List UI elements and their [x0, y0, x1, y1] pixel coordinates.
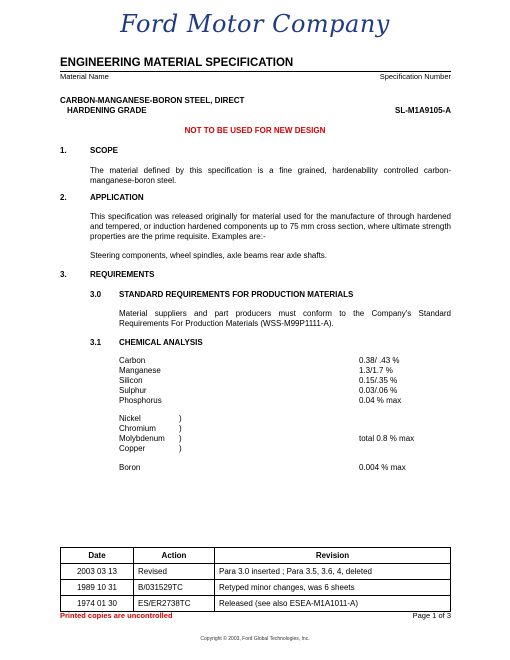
- element-name: Silicon: [119, 376, 143, 385]
- revision-date: 2003 03 13: [61, 564, 134, 580]
- spec-number: SL-M1A9105-A: [394, 106, 451, 115]
- revision-date: 1989 10 31: [61, 580, 134, 596]
- revision-action: B/031529TC: [134, 580, 215, 596]
- subsection-number-3-1: 3.1: [90, 338, 102, 347]
- application-examples: Steering components, wheel spindles, axle beams rear axle shafts.: [90, 251, 328, 260]
- section-number-requirements: 3.: [60, 270, 67, 279]
- material-name-line1: CARBON-MANGANESE-BORON STEEL, DIRECT: [60, 96, 245, 105]
- group-bracket: ): [179, 424, 182, 433]
- table-row: [61, 596, 451, 612]
- revision-description: Para 3.0 inserted ; Para 3.5, 3.6, 4, deleted: [215, 564, 451, 580]
- scope-text: The material defined by this specification is a fine grained, hardenability controlled carbon-manganese-boron steel.: [90, 166, 451, 185]
- revision-date: 1974 01 30: [61, 596, 134, 612]
- section-number-application: 2.: [60, 193, 67, 202]
- section-title-scope: SCOPE: [90, 146, 119, 155]
- group-element-name: Nickel: [119, 414, 141, 423]
- element-value: 1.3/1.7 %: [359, 366, 393, 375]
- revision-description: Released (see also ESEA-M1A1011-A): [215, 596, 451, 612]
- element-name: Phosphorus: [119, 396, 162, 405]
- header-date: Date: [61, 548, 134, 564]
- table-row: [61, 580, 451, 596]
- subsection-title-3-1: CHEMICAL ANALYSIS: [119, 338, 203, 347]
- element-value: 0.38/ .43 %: [359, 356, 400, 365]
- element-name: Manganese: [119, 366, 161, 375]
- section-number-scope: 1.: [60, 146, 67, 155]
- obsolete-warning: NOT TO BE USED FOR NEW DESIGN: [184, 126, 326, 135]
- header-action: Action: [134, 548, 215, 564]
- group-element-name: Molybdenum: [119, 434, 165, 443]
- company-logo: Ford Motor Company: [120, 10, 390, 38]
- subsection-title-3-0: STANDARD REQUIREMENTS FOR PRODUCTION MATERIALS: [119, 290, 354, 299]
- element-value: 0.03/.06 %: [359, 386, 398, 395]
- group-bracket: ): [179, 414, 182, 423]
- revision-table-header: [61, 548, 451, 564]
- section-title-requirements: REQUIREMENTS: [90, 270, 155, 279]
- uncontrolled-copy-note: Printed copies are uncontrolled: [60, 611, 173, 620]
- group-element-name: Copper: [119, 444, 146, 453]
- material-name-label: Material Name: [60, 72, 109, 81]
- page-number: Page 1 of 3: [412, 611, 451, 620]
- revision-action: ES/ER2738TC: [134, 596, 215, 612]
- document-title: ENGINEERING MATERIAL SPECIFICATION: [60, 57, 294, 69]
- revision-action: Revised: [134, 564, 215, 580]
- boron-value: 0.004 % max: [359, 463, 406, 472]
- group-element-name: Chromium: [119, 424, 156, 433]
- material-name-line2: HARDENING GRADE: [67, 106, 147, 115]
- revision-description: Retyped minor changes, was 6 sheets: [215, 580, 451, 596]
- element-name: Carbon: [119, 356, 146, 365]
- revision-table: [60, 547, 451, 612]
- spec-number-label: Specification Number: [379, 72, 451, 81]
- header-revision: Revision: [215, 548, 451, 564]
- group-total-value: total 0.8 % max: [359, 434, 415, 443]
- standard-requirements-text: Material suppliers and part producers must conform to the Company's Standard Requirements For Production Materials (WSS-M99P1111-A).: [119, 309, 451, 328]
- group-bracket: ): [179, 444, 182, 453]
- boron-name: Boron: [119, 463, 141, 472]
- application-text: This specification was released originally for material used for the manufacture of through hardened and tempered, or induction hardened components up to 75 mm cross section, where ultimate strength properties are the prime requisite. Examples are:-: [90, 212, 451, 241]
- subsection-number-3-0: 3.0: [90, 290, 102, 299]
- table-row: [61, 564, 451, 580]
- element-value: 0.04 % max: [359, 396, 402, 405]
- copyright-notice: Copyright © 2003, Ford Global Technologies, Inc.: [200, 636, 310, 642]
- element-value: 0.15/.35 %: [359, 376, 398, 385]
- element-name: Sulphur: [119, 386, 147, 395]
- group-bracket: ): [179, 434, 182, 443]
- section-title-application: APPLICATION: [90, 193, 144, 202]
